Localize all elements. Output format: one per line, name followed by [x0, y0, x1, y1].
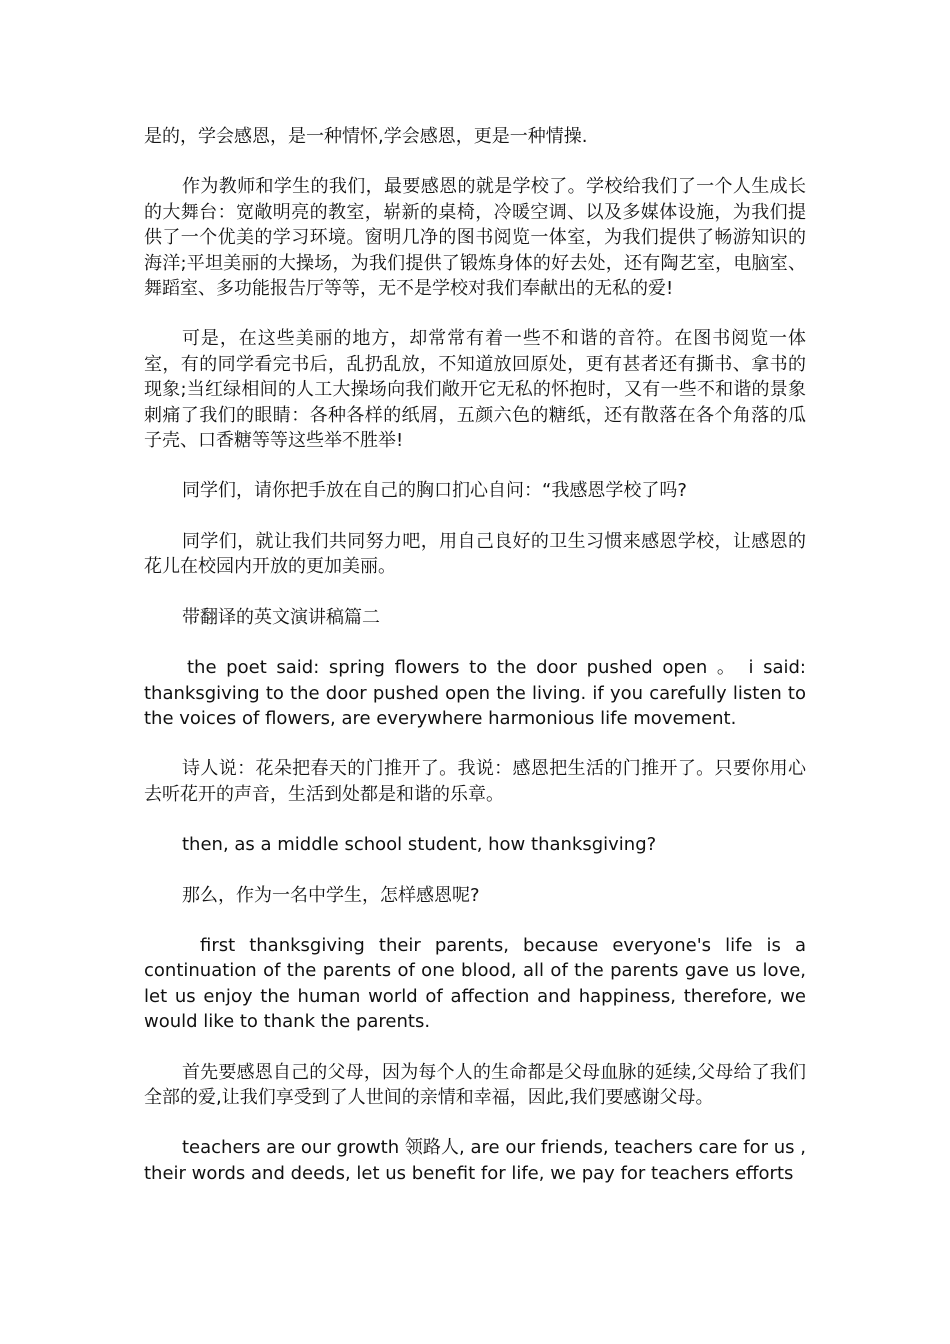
paragraph-english-1: the poet said: spring flowers to the door pushed open 。 i said: thanksgiving to the door pushed open the living. if you carefully listen to the voices of flowers, are everywhere harmonious life movement.: [144, 657, 806, 729]
paragraph-chinese-1: 诗人说：花朵把春天的门推开了。我说：感恩把生活的门推开了。只要你用心去听花开的声音，生活到处都是和谐的乐章。: [144, 758, 806, 805]
paragraph-chinese-2: 那么，作为一名中学生，怎样感恩呢?: [182, 884, 480, 906]
paragraph-5: 同学们，就让我们共同努力吧，用自己良好的卫生习惯来感恩学校，让感恩的花儿在校园内开放的更加美丽。: [144, 530, 806, 578]
paragraph-2: 作为教师和学生的我们，最要感恩的就是学校了。学校给我们了一个人生成长的大舞台：宽敞明亮的教室，崭新的桌椅，冷暖空调、以及多媒体设施，为我们提供了一个优美的学习环境。窗明几净的图书阅览一体室，为我们提供了畅游知识的海洋;平坦美丽的大操场，为我们提供了锻炼身体的好去处，还有陶艺室，电脑室、舞蹈室、多功能报告厅等等，无不是学校对我们奉献出的无私的爱!: [144, 176, 806, 300]
paragraph-english-3: first thanksgiving their parents, because everyone's life is a continuation of the parents of one blood, all of the parents gave us love, let us enjoy the human world of affection and happiness, therefore, we would like to thank the parents.: [144, 934, 806, 1033]
section-heading: 带翻译的英文演讲稿篇二: [182, 606, 380, 628]
paragraph-english-2: then, as a middle school student, how thanksgiving?: [182, 834, 657, 856]
paragraph-chinese-3: 首先要感恩自己的父母，因为每个人的生命都是父母血脉的延续,父母给了我们全部的爱,让我们享受到了人世间的亲情和幸福，因此,我们要感谢父母。: [144, 1061, 806, 1108]
paragraph-4: 同学们，请你把手放在自己的胸口扪心自问：“我感恩学校了吗?: [182, 480, 687, 502]
document-page: [144, 124, 806, 1211]
paragraph-english-4: teachers are our growth 领路人, are our friends, teachers care for us , their words and deeds, let us benefit for life, we pay for teachers efforts: [144, 1137, 806, 1184]
paragraph-3: 可是，在这些美丽的地方，却常常有着一些不和谐的音符。在图书阅览一体室，有的同学看完书后，乱扔乱放，不知道放回原处，更有甚者还有撕书、拿书的现象;当红绿相间的人工大操场向我们敞开它无私的怀抱时，又有一些不和谐的景象刺痛了我们的眼睛：各种各样的纸屑，五颜六色的糖纸，还有散落在各个角落的瓜子壳、口香糖等等这些举不胜举!: [144, 328, 806, 452]
paragraph-1: 是的，学会感恩，是一种情怀,学会感恩，更是一种情操.: [144, 126, 588, 147]
